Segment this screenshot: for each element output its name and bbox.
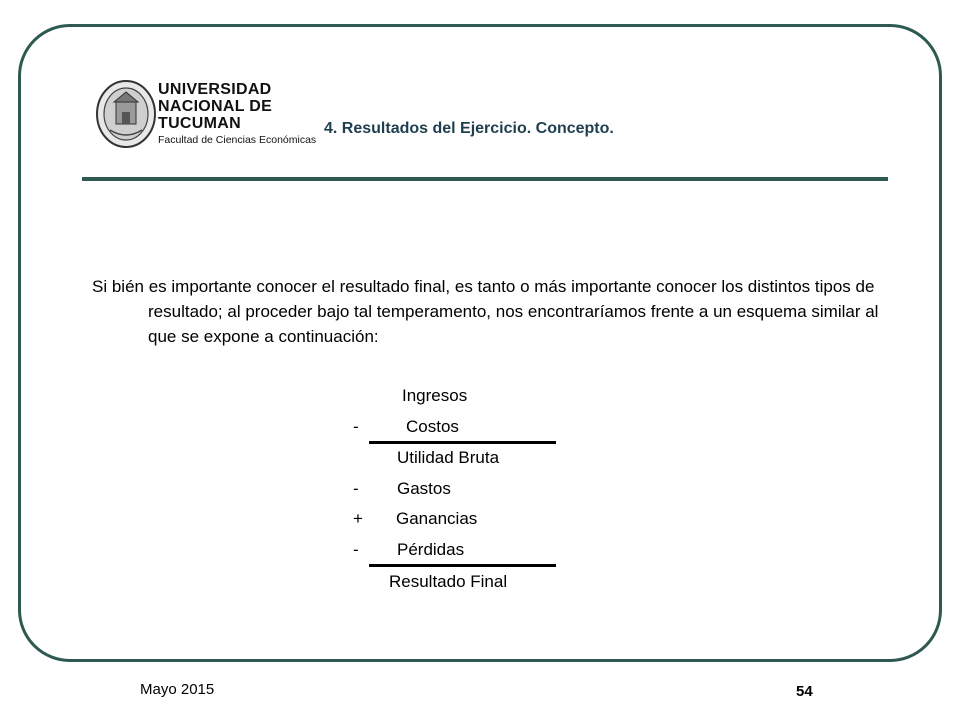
logo-text-line3: TUCUMAN xyxy=(158,115,241,132)
footer-date: Mayo 2015 xyxy=(140,681,215,698)
scheme-item-costos: Costos xyxy=(406,417,459,436)
subtotal-rule xyxy=(369,441,556,444)
scheme-sign-costos: - xyxy=(353,417,359,436)
scheme-item-ingresos: Ingresos xyxy=(402,386,468,405)
university-logo xyxy=(94,78,317,156)
total-rule xyxy=(369,564,556,567)
page-number: 54 xyxy=(796,683,813,700)
logo-text-line1: UNIVERSIDAD xyxy=(158,81,272,98)
university-seal-icon xyxy=(94,78,158,150)
title-divider xyxy=(82,177,888,181)
scheme-sign-ganancias: + xyxy=(353,509,363,528)
scheme-item-ganancias: Ganancias xyxy=(396,509,478,528)
slide-title: 4. Resultados del Ejercicio. Concepto. xyxy=(324,120,614,137)
scheme-sign-perdidas: - xyxy=(353,540,359,559)
logo-text-line2: NACIONAL DE xyxy=(158,98,273,115)
logo-subtitle: Facultad de Ciencias Económicas xyxy=(158,134,317,146)
scheme-item-perdidas: Pérdidas xyxy=(397,540,465,559)
scheme-item-gastos: Gastos xyxy=(397,479,451,498)
scheme-sign-gastos: - xyxy=(353,479,359,498)
scheme-item-utilidad-bruta: Utilidad Bruta xyxy=(397,448,500,467)
intro-paragraph: Si bién es importante conocer el resultado final, es tanto o más importante conocer los distintos tipos de resultado; al proceder bajo tal temperamento, nos encontraríamos frente a un esquema similar al que se expone a continuación: xyxy=(92,277,879,346)
scheme-item-resultado-final: Resultado Final xyxy=(389,572,508,591)
